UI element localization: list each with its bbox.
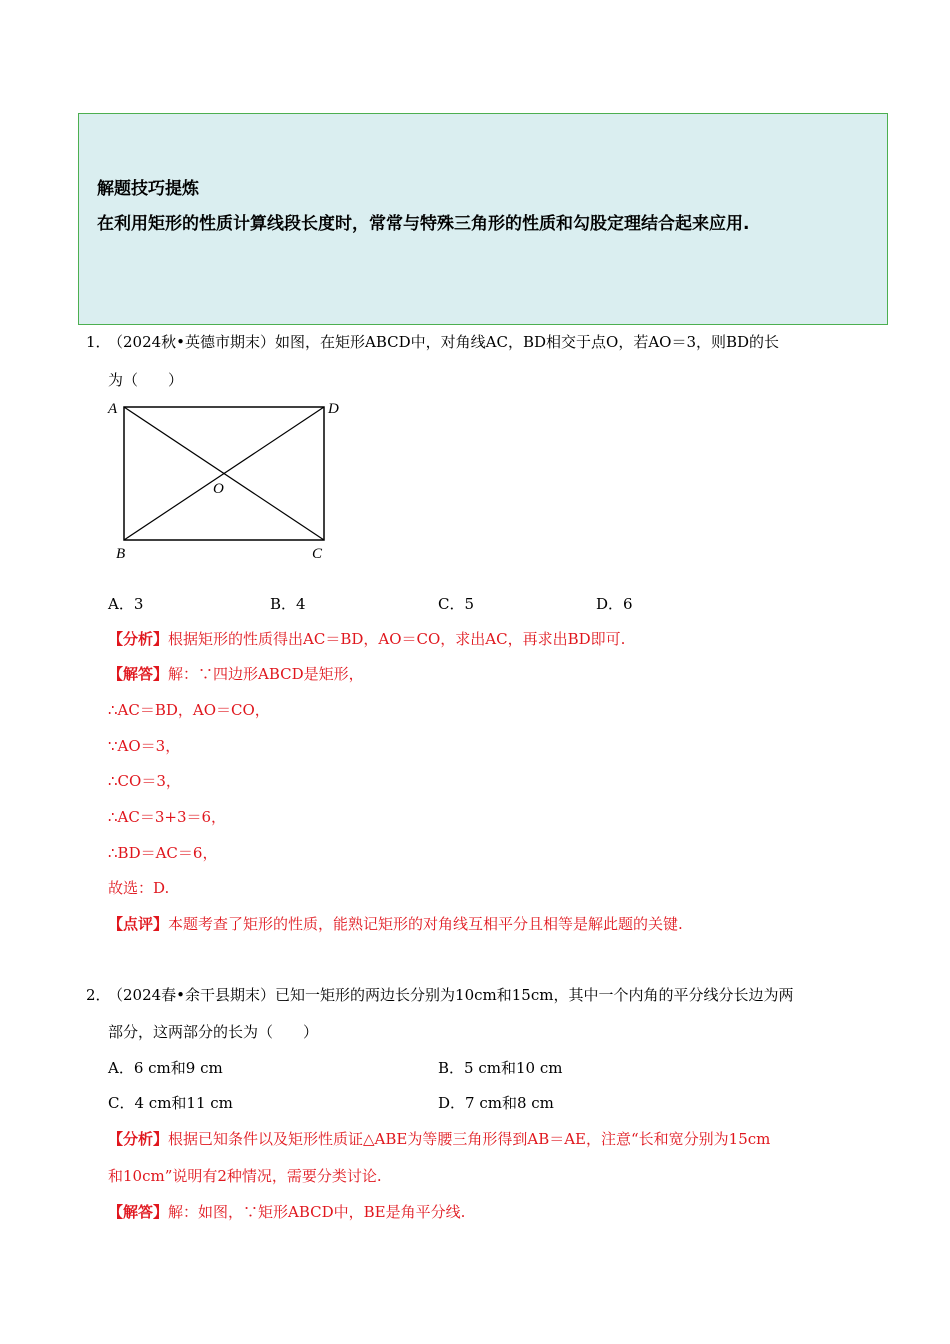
tip-body: 在利用矩形的性质计算线段长度时，常常与特殊三角形的性质和勾股定理结合起来应用. <box>97 214 750 234</box>
q1-stem-line2: 为（ ） <box>108 371 184 389</box>
q2-option-b: B．5 cm和10 cm <box>438 1059 563 1077</box>
q1-option-b: B．4 <box>270 595 306 613</box>
q1-stem-line1: （2024秋•英德市期末）如图，在矩形ABCD中，对角线AC，BD相交于点O，若AO＝3，则BD的长 <box>108 333 780 351</box>
q1-answer-line-3: ∵AO＝3， <box>108 737 181 755</box>
q1-answer-line <box>108 663 364 684</box>
label-o: O <box>213 481 224 497</box>
q1-answer-line-7: 故选：D. <box>108 879 170 897</box>
q2-answer-tag: 【解答】 <box>108 1203 169 1221</box>
q1-comment-tag: 【点评】 <box>108 915 169 933</box>
q2-number: 2． <box>86 986 111 1004</box>
q2-option-a: A．6 cm和9 cm <box>108 1059 223 1077</box>
q1-option-d: D．6 <box>596 595 633 613</box>
q1-option-c: C．5 <box>438 595 475 613</box>
q2-option-d: D．7 cm和8 cm <box>438 1094 554 1112</box>
q2-answer-line-1: 解：如图，∵矩形ABCD中，BE是角平分线. <box>168 1203 466 1221</box>
q2-stem-line2: 部分，这两部分的长为（ ） <box>108 1023 319 1041</box>
q1-comment <box>108 913 683 934</box>
q1-answer-line-1: 解：∵四边形ABCD是矩形， <box>168 665 364 683</box>
q2-analysis-text: 根据已知条件以及矩形性质证△ABE为等腰三角形得到AB＝AE，注意“长和宽分别为15cm <box>168 1130 771 1148</box>
q2-option-c: C．4 cm和11 cm <box>108 1094 233 1112</box>
q1-answer-line-5: ∴AC＝3+3＝6， <box>108 808 227 826</box>
label-a: A <box>108 401 118 417</box>
q2-analysis-line2: 和10cm”说明有2种情况，需要分类讨论. <box>108 1167 382 1185</box>
q1-answer-line-4: ∴CO＝3， <box>108 772 181 790</box>
tip-box <box>78 113 888 325</box>
q1-answer-line-6: ∴BD＝AC＝6， <box>108 844 218 862</box>
q1-answer-line-2: ∴AC＝BD，AO＝CO， <box>108 701 270 719</box>
label-b: B <box>116 546 126 562</box>
rectangle-figure <box>100 395 350 565</box>
q1-answer-tag: 【解答】 <box>108 665 169 683</box>
q1-analysis-text: 根据矩形的性质得出AC＝BD，AO＝CO，求出AC，再求出BD即可. <box>168 630 626 648</box>
q1-number: 1． <box>86 333 111 351</box>
q2-answer <box>108 1201 465 1222</box>
q2-analysis <box>108 1128 770 1149</box>
q1-comment-text: 本题考查了矩形的性质，能熟记矩形的对角线互相平分且相等是解此题的关键. <box>168 915 683 933</box>
tip-title: 解题技巧提炼 <box>97 179 199 199</box>
q1-analysis-tag: 【分析】 <box>108 630 169 648</box>
label-d: D <box>328 401 339 417</box>
q2-stem-line1: （2024春•余干县期末）已知一矩形的两边长分别为10cm和15cm，其中一个内角的平分线分长边为两 <box>108 986 794 1004</box>
q2-analysis-tag: 【分析】 <box>108 1130 169 1148</box>
q1-option-a: A．3 <box>108 595 144 613</box>
label-c: C <box>312 546 323 562</box>
q1-analysis <box>108 628 625 649</box>
